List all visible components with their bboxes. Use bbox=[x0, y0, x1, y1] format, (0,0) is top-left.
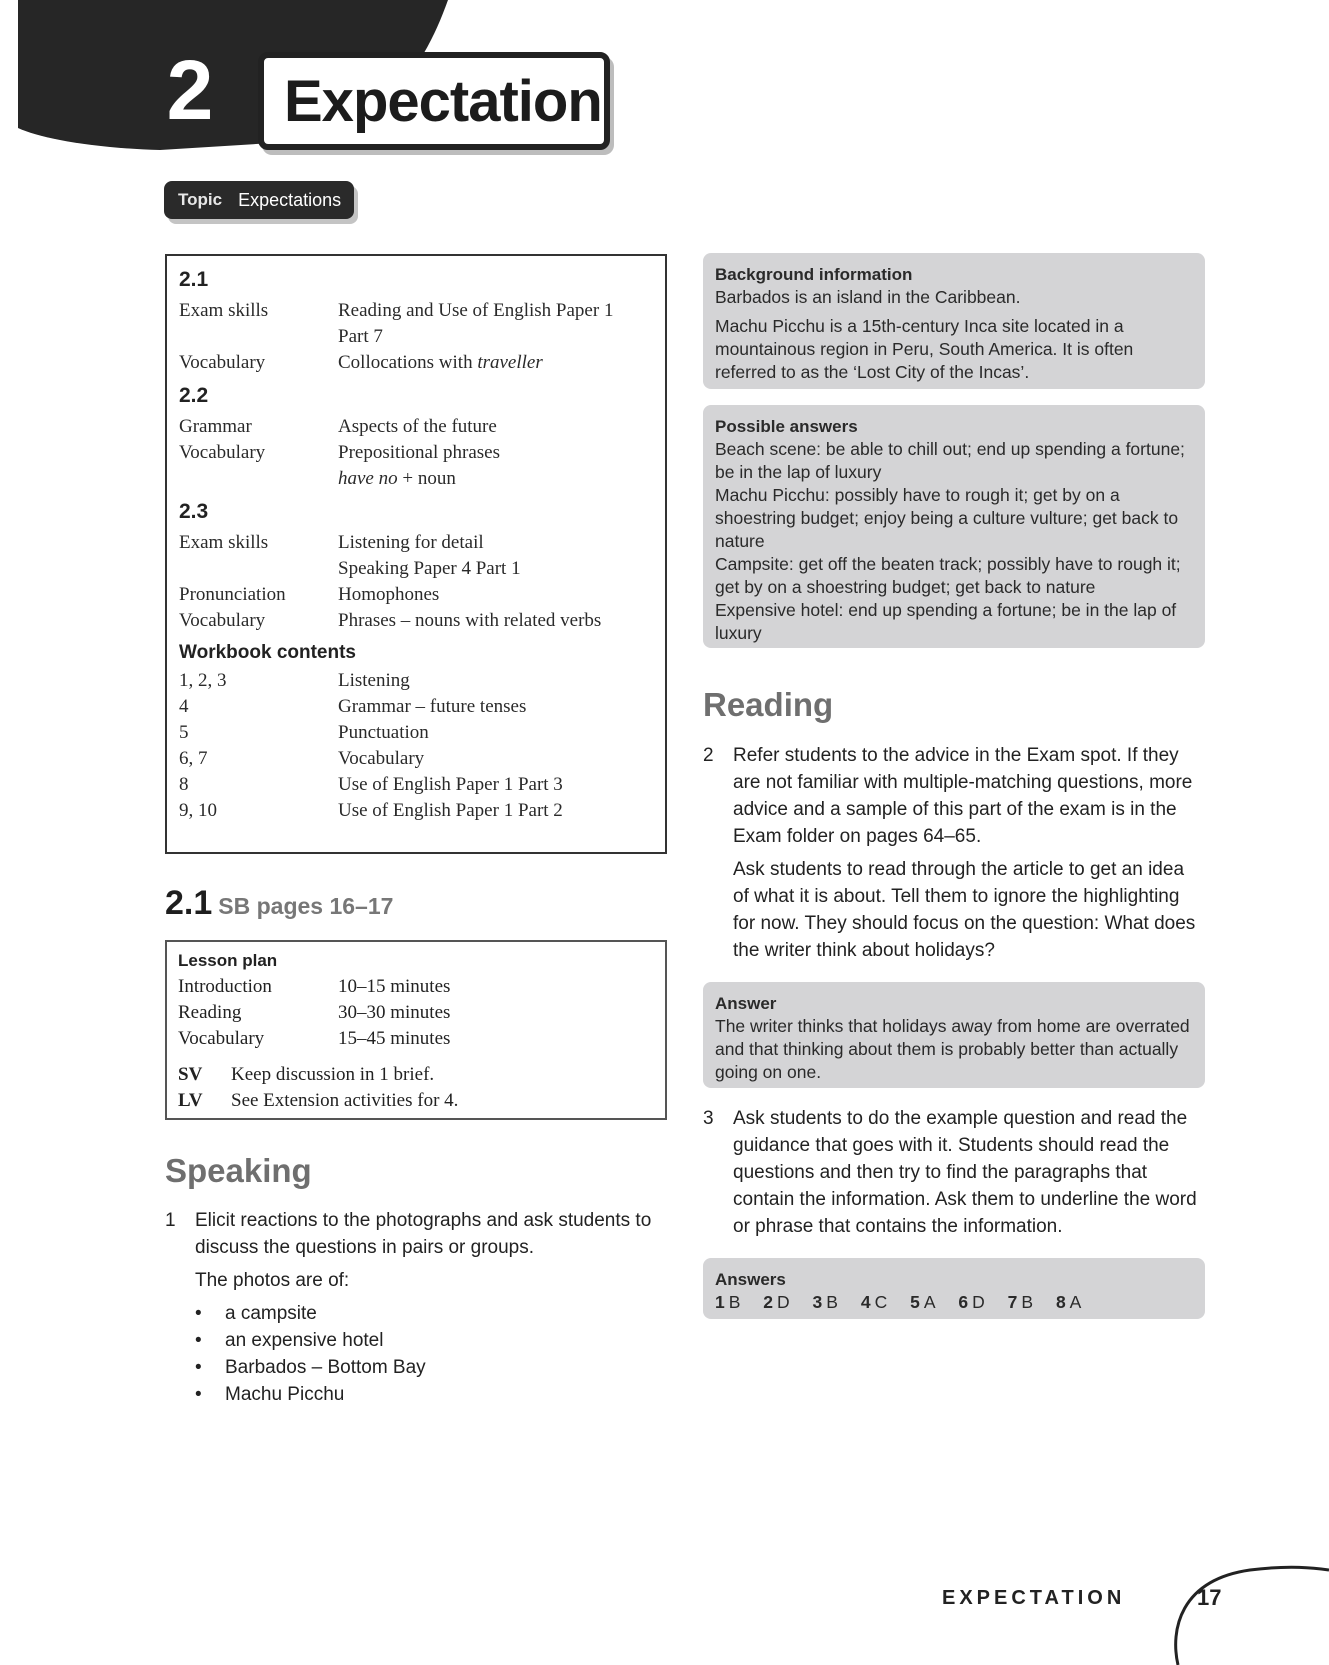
answer-heading: Answer bbox=[715, 994, 777, 1013]
lesson-plan-row: Reading 30–30 minutes bbox=[178, 1002, 451, 1023]
list-item: • Barbados – Bottom Bay bbox=[195, 1357, 426, 1378]
answer-item: 7 B bbox=[1007, 1292, 1034, 1312]
list-item: • an expensive hotel bbox=[195, 1330, 384, 1351]
answers-box bbox=[703, 1258, 1205, 1319]
workbook-row: 6, 7 Vocabulary bbox=[179, 748, 425, 769]
contents-row: Vocabulary Phrases – nouns with related verbs bbox=[179, 610, 602, 631]
lesson-section-title bbox=[165, 884, 393, 923]
speaking-item-1: 1 Elicit reactions to the photographs and ask students to discuss the questions in pairs or groups. The photos are of: • a campsite • an expensive hotel • Barbados – Bottom Bay • Machu Picchu bbox=[165, 1207, 675, 1408]
contents-row: Exam skills Reading and Use of English Paper 1 bbox=[179, 300, 614, 321]
answer-item: 1 B bbox=[715, 1292, 741, 1312]
sv-row: SV Keep discussion in 1 brief. bbox=[178, 1064, 435, 1085]
answer-item: 3 B bbox=[812, 1292, 838, 1312]
page-corner-curve bbox=[1140, 1550, 1329, 1665]
background-p2: Machu Picchu is a 15th-century Inca site located in a mountainous region in Peru, South America. It is often referred to as the ‘Lost City of the Incas’. bbox=[715, 316, 1134, 382]
reading-item-2: 2 Refer students to the advice in the Exam spot. If they are not familiar with multiple-matching questions, more advice and a sample of this part of the exam is in the Exam folder on pages 64–65. Ask students to read through the article to get an idea of what it is about. Tell them to ignore the highlighting for now. They should focus on the question: What does the writer think about holidays? bbox=[703, 745, 1196, 961]
lv-row: LV See Extension activities for 4. bbox=[178, 1090, 459, 1111]
possible-answer-line: Expensive hotel: end up spending a fortune; be in the lap of luxury bbox=[715, 600, 1177, 643]
photos-list bbox=[195, 1300, 675, 1408]
lesson-plan-box bbox=[165, 940, 667, 1120]
topic-pill bbox=[164, 181, 354, 219]
workbook-row: 8 Use of English Paper 1 Part 3 bbox=[179, 774, 563, 795]
contents-heading-2-3: 2.3 bbox=[179, 500, 209, 523]
lesson-plan-heading: Lesson plan bbox=[178, 951, 278, 970]
contents-heading-2-2: 2.2 bbox=[179, 384, 209, 407]
contents-row: Vocabulary Prepositional phrases bbox=[179, 442, 501, 463]
answer-item: 8 A bbox=[1055, 1292, 1082, 1312]
list-item: • a campsite bbox=[195, 1303, 317, 1324]
workbook-row: 1, 2, 3 Listening bbox=[179, 670, 410, 691]
unit-number: 2 bbox=[166, 43, 214, 137]
footer-unit-label: EXPECTATION bbox=[942, 1587, 1126, 1609]
background-p1: Barbados is an island in the Caribbean. bbox=[715, 287, 1021, 307]
lesson-plan-row: Vocabulary 15–45 minutes bbox=[178, 1028, 451, 1049]
workbook-contents-heading: Workbook contents bbox=[179, 642, 356, 663]
answers-row bbox=[715, 1291, 1193, 1314]
workbook-row: 4 Grammar – future tenses bbox=[179, 696, 527, 717]
possible-answer-line: Beach scene: be able to chill out; end up spending a fortune; be in the lap of luxury bbox=[715, 439, 1185, 482]
workbook-row: 9, 10 Use of English Paper 1 Part 2 bbox=[179, 800, 563, 821]
background-heading: Background information bbox=[715, 265, 913, 284]
unit-contents-box bbox=[165, 254, 667, 854]
answer-item: 4 C bbox=[860, 1292, 888, 1312]
contents-row: Part 7 bbox=[338, 326, 383, 347]
contents-row: Pronunciation Homophones bbox=[179, 584, 440, 605]
workbook-row: 5 Punctuation bbox=[179, 722, 429, 743]
lesson-number: 2.1 bbox=[165, 884, 213, 922]
reading-item-3: 3 Ask students to do the example question and read the guidance that goes with it. Students should read the questions and then try to find the paragraphs that contain the information. Ask them to underline the word or phrase that contains the information. bbox=[703, 1108, 1197, 1237]
contents-row: Vocabulary Collocations with traveller bbox=[179, 352, 543, 373]
contents-row: Speaking Paper 4 Part 1 bbox=[338, 558, 521, 579]
answer-item: 6 D bbox=[958, 1292, 985, 1312]
topic-value: Expectations bbox=[238, 189, 342, 210]
list-item: • Machu Picchu bbox=[195, 1384, 345, 1405]
possible-answers-heading: Possible answers bbox=[715, 417, 858, 436]
page-number: 17 bbox=[1197, 1585, 1222, 1610]
speaking-heading: Speaking bbox=[165, 1152, 312, 1189]
contents-row: Grammar Aspects of the future bbox=[179, 416, 497, 437]
topic-label: Topic bbox=[178, 190, 223, 209]
possible-answer-line: Campsite: get off the beaten track; possibly have to rough it; get by on a shoestring budget; get back to nature bbox=[715, 554, 1181, 597]
answers-heading: Answers bbox=[715, 1270, 786, 1289]
photos-intro: The photos are of: bbox=[195, 1270, 350, 1291]
unit-title-box bbox=[258, 52, 610, 150]
possible-answer-line: Machu Picchu: possibly have to rough it; get by on a shoestring budget; enjoy being a culture vulture; get back to nature bbox=[715, 485, 1179, 551]
contents-row: Exam skills Listening for detail bbox=[179, 532, 484, 553]
contents-row: have no + noun bbox=[338, 468, 456, 489]
unit-title: Expectation bbox=[284, 68, 602, 134]
answer-text: The writer thinks that holidays away from home are overrated and that thinking about them is probably better than actually going on one. bbox=[715, 1016, 1190, 1082]
answer-item: 5 A bbox=[910, 1292, 936, 1312]
sb-pages: SB pages 16–17 bbox=[218, 893, 394, 919]
reading-heading: Reading bbox=[703, 686, 834, 723]
answer-box bbox=[703, 982, 1205, 1088]
lesson-plan-row: Introduction 10–15 minutes bbox=[178, 976, 451, 997]
contents-heading-2-1: 2.1 bbox=[179, 268, 209, 291]
possible-answers-box bbox=[703, 405, 1205, 648]
answer-item: 2 D bbox=[763, 1292, 790, 1312]
background-info-box bbox=[703, 253, 1205, 389]
